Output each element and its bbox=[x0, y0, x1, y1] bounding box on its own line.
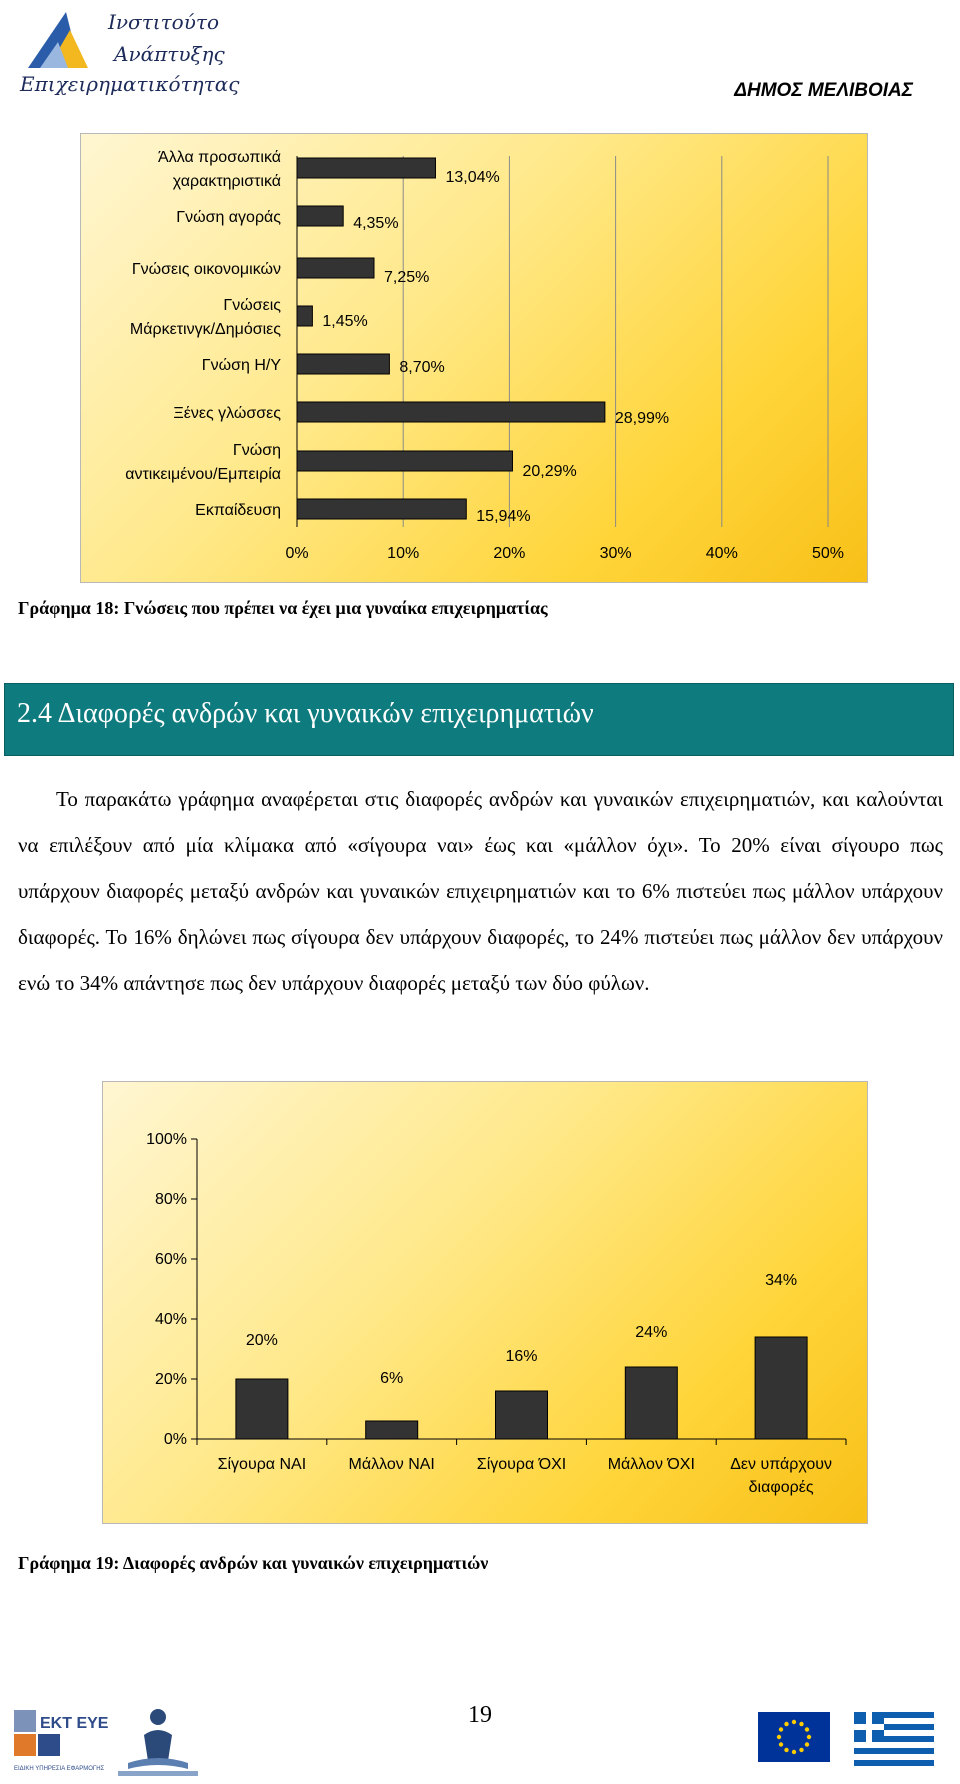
category-label: Μάλλον ΝΑΙ bbox=[348, 1456, 435, 1473]
x-tick-label: 40% bbox=[705, 545, 738, 562]
eu-star bbox=[784, 1748, 788, 1752]
eu-flag-icon bbox=[758, 1712, 830, 1762]
data-label: 4,35% bbox=[353, 215, 399, 232]
category-label: Γνώση Η/Υ bbox=[201, 357, 281, 374]
chart-differences-frame bbox=[102, 1081, 868, 1524]
y-tick-label: 0% bbox=[163, 1431, 187, 1448]
bar bbox=[297, 306, 312, 326]
y-tick-label: 60% bbox=[154, 1251, 187, 1268]
bar bbox=[297, 206, 343, 226]
bar bbox=[755, 1337, 807, 1439]
bar bbox=[297, 499, 466, 519]
category-label: Μάρκετινγκ/Δημόσιες bbox=[129, 321, 281, 338]
municipality-title: ΔΗΜΟΣ ΜΕΛΙΒΟΙΑΣ bbox=[734, 80, 913, 101]
bar bbox=[297, 158, 435, 178]
category-label: διαφορές bbox=[748, 1479, 814, 1496]
eu-star bbox=[799, 1748, 803, 1752]
category-label: Γνώσεις οικονομικών bbox=[131, 261, 281, 278]
category-label: Γνώση bbox=[232, 442, 281, 459]
body-paragraph: Το παρακάτω γράφημα αναφέρεται στις διαφορές ανδρών και γυναικών επιχειρηματιών, και καλούνται να επιλέξουν από μία κλίμακα από «σίγουρα ναι» έως και «μάλλον όχι». Το 20% είναι σίγουρο πως υπάρχουν διαφορές μεταξύ ανδρών και γυναικών επιχειρηματιών και το 6% πιστεύει πως μάλλον υπάρχουν διαφορές. Το 16% δηλώνει πως σίγουρα δεν υπάρχουν διαφορές, το 24% πιστεύει πως μάλλον δεν υπάρχουν ενώ το 34% απάντησε πως δεν υπάρχουν διαφορές μεταξύ των δύο φύλων. bbox=[18, 787, 943, 995]
category-label: Σίγουρα ΝΑΙ bbox=[217, 1456, 307, 1473]
body-text bbox=[18, 776, 943, 1006]
eu-star bbox=[779, 1742, 783, 1746]
y-tick-label: 40% bbox=[154, 1311, 187, 1328]
data-label: 6% bbox=[380, 1370, 404, 1387]
ekt-logo-text: ΕΚΤ ΕΥΕ bbox=[40, 1715, 109, 1732]
bar bbox=[297, 258, 374, 278]
category-label: Εκπαίδευση bbox=[195, 502, 281, 519]
data-label: 28,99% bbox=[614, 410, 670, 427]
data-label: 24% bbox=[635, 1324, 668, 1341]
logo-emblem bbox=[18, 8, 108, 78]
chart-knowledge bbox=[81, 134, 867, 582]
chart-differences-caption: Γράφημα 19: Διαφορές ανδρών και γυναικών επιχειρηματιών bbox=[18, 1553, 489, 1573]
y-tick-label: 80% bbox=[154, 1191, 187, 1208]
logo-line-3: Επιχειρηματικότητας bbox=[20, 72, 240, 96]
category-label: Μάλλον ΌΧΙ bbox=[607, 1456, 695, 1473]
category-label: Ξένες γλώσσες bbox=[173, 405, 281, 422]
x-tick-label: 20% bbox=[493, 545, 526, 562]
category-label: Γνώση αγοράς bbox=[176, 209, 281, 226]
eu-star bbox=[792, 1720, 796, 1724]
data-label: 8,70% bbox=[399, 359, 445, 376]
bar bbox=[236, 1379, 288, 1439]
x-tick-label: 30% bbox=[599, 545, 632, 562]
chart-knowledge-caption: Γράφημα 18: Γνώσεις που πρέπει να έχει μια γυναίκα επιχειρηματίας bbox=[18, 598, 548, 618]
greek-flag-icon bbox=[854, 1712, 934, 1766]
y-tick-label: 20% bbox=[154, 1371, 187, 1388]
eu-star bbox=[779, 1727, 783, 1731]
bar bbox=[366, 1421, 418, 1439]
chart-differences bbox=[103, 1082, 867, 1523]
eu-star bbox=[805, 1727, 809, 1731]
category-label: Δεν υπάρχουν bbox=[730, 1456, 832, 1473]
section-heading-text: 2.4 Διαφορές ανδρών και γυναικών επιχειρηματιών bbox=[17, 698, 594, 729]
bar bbox=[496, 1391, 548, 1439]
bar bbox=[297, 451, 512, 471]
eu-star bbox=[807, 1735, 811, 1739]
data-label: 1,45% bbox=[322, 313, 368, 330]
eu-star bbox=[792, 1750, 796, 1754]
category-label: Γνώσεις bbox=[223, 297, 281, 314]
category-label: Σίγουρα ΌΧΙ bbox=[476, 1456, 567, 1473]
ekt-logo-subtext: ΕΙΔΙΚΗ ΥΠΗΡΕΣΙΑ ΕΦΑΡΜΟΓΗΣ bbox=[14, 1766, 105, 1772]
category-label: αντικειμένου/Εμπειρία bbox=[125, 466, 281, 483]
eu-star bbox=[784, 1722, 788, 1726]
data-label: 34% bbox=[765, 1272, 798, 1289]
eu-star bbox=[799, 1722, 803, 1726]
data-label: 16% bbox=[505, 1348, 538, 1365]
section-heading bbox=[4, 683, 954, 756]
data-label: 13,04% bbox=[445, 169, 500, 186]
logo-line-2: Ανάπτυξης bbox=[114, 42, 225, 66]
category-label: Άλλα προσωπικά bbox=[158, 149, 281, 166]
x-tick-label: 50% bbox=[811, 545, 845, 562]
page-number: 19 bbox=[468, 1702, 492, 1728]
bar bbox=[297, 354, 389, 374]
data-label: 20% bbox=[245, 1332, 278, 1349]
data-label: 15,94% bbox=[476, 508, 531, 525]
eu-star bbox=[777, 1735, 781, 1739]
eu-star bbox=[805, 1742, 809, 1746]
bar bbox=[625, 1367, 677, 1439]
chart-knowledge-frame bbox=[80, 133, 868, 583]
x-tick-label: 0% bbox=[285, 545, 309, 562]
x-tick-label: 10% bbox=[387, 545, 420, 562]
institute-logo bbox=[18, 6, 240, 102]
bar bbox=[297, 402, 605, 422]
y-tick-label: 100% bbox=[146, 1131, 187, 1148]
category-label: χαρακτηριστικά bbox=[172, 173, 281, 190]
data-label: 20,29% bbox=[522, 463, 577, 480]
logo-line-1: Ινστιτούτο bbox=[108, 10, 219, 34]
data-label: 7,25% bbox=[383, 269, 430, 286]
